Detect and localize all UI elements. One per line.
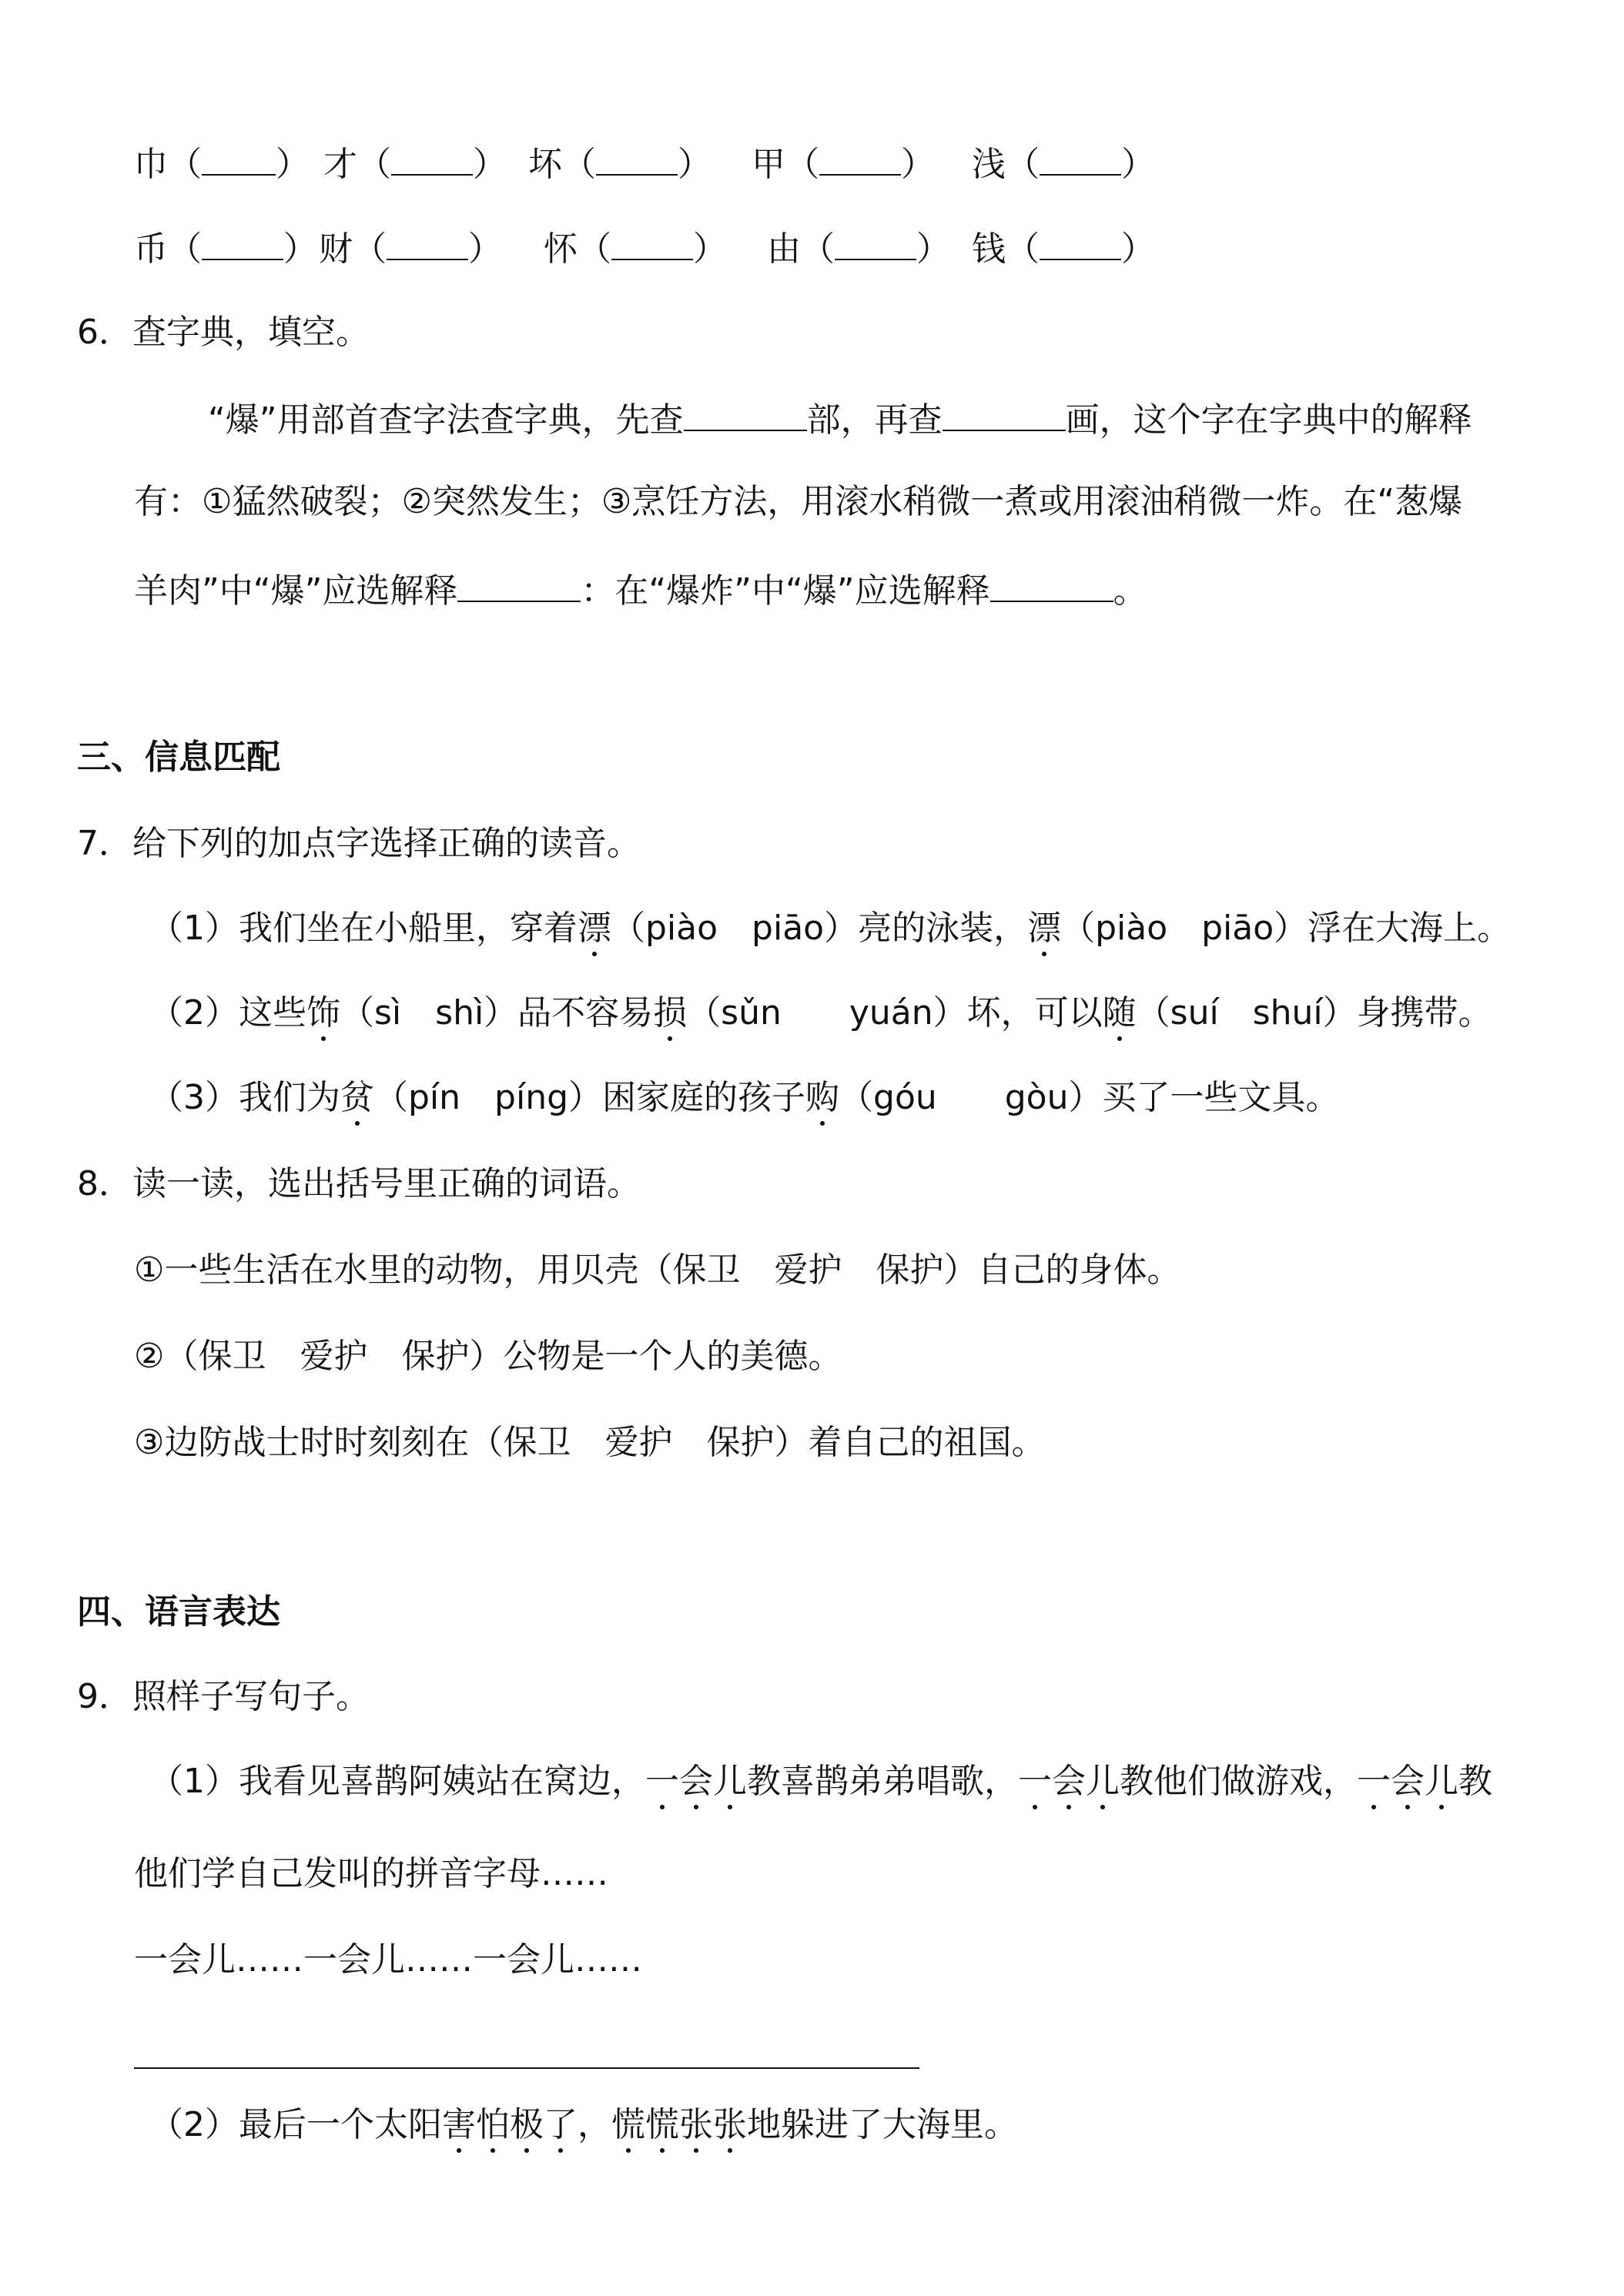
dotted-char: 会 (1391, 1762, 1425, 1801)
fill-blank[interactable] (596, 145, 678, 176)
fill-blank[interactable] (387, 229, 468, 260)
dotted-char: 害 (442, 2105, 476, 2144)
section-heading-4: 四、语言表达 (77, 1592, 280, 1632)
q9-sentence-1: （1）我看见喜鹊阿姨站在窝边，一会儿教喜鹊弟弟唱歌，一会儿教他们做游戏，一会儿教 (149, 1762, 1492, 1801)
q7-title: 7．给下列的加点字选择正确的读音。 (77, 824, 641, 863)
row1-item-3: 坏（ ） (528, 145, 712, 184)
q7-sentence-2: （2）这些饰（sì shì）品不容易损（sǔn yuán）坏，可以随（suí shuí）身携带。 (149, 993, 1492, 1033)
q7-sentence-1: （1）我们坐在小船里，穿着漂（piào piāo）亮的泳装，漂（piào piāo）浮在大海上。 (149, 909, 1512, 948)
row1-item-4: 甲（ ） (752, 145, 935, 184)
row1-item-1: 巾（ ） (134, 145, 310, 184)
dotted-char: 会 (1052, 1762, 1086, 1801)
fill-blank[interactable] (990, 571, 1113, 602)
dotted-char: 购 (805, 1078, 840, 1117)
dotted-phrase (611, 2105, 747, 2144)
row1-char-1: 巾 (134, 145, 168, 184)
dotted-char: 一 (645, 1762, 679, 1801)
dotted-char: 贫 (340, 1078, 374, 1117)
dotted-char: 一 (1018, 1762, 1052, 1801)
row2-char-5: 钱 (972, 229, 1006, 269)
row2-item-3: 怀（ ） (544, 229, 727, 269)
row1-item-5: 浅（ ） (972, 145, 1155, 184)
dotted-char: 损 (653, 993, 688, 1033)
row2-item-4: 由（ ） (767, 229, 950, 269)
row2-item-5: 钱（ ） (972, 229, 1155, 269)
fill-blank[interactable] (943, 400, 1066, 431)
row1-char-4: 甲 (752, 145, 785, 184)
q8-line-2: ②（保卫 爱护 保护）公物是一个人的美德。 (134, 1337, 842, 1376)
row2-char-2: 财 (319, 229, 353, 269)
dotted-char: 了 (544, 2105, 578, 2144)
q6-paragraph-line-3: 羊肉”中“爆”应选解释 ：在“爆炸”中“爆”应选解释 。 (134, 571, 1147, 611)
q8-line-1: ①一些生活在水里的动物，用贝壳（保卫 爱护 保护）自己的身体。 (134, 1250, 1181, 1290)
fill-blank[interactable] (611, 229, 693, 260)
dotted-char: 张 (679, 2105, 713, 2144)
row2-item-2: 财（ ） (319, 229, 502, 269)
q8-line-3: ③边防战士时时刻刻在（保卫 爱护 保护）着自己的祖国。 (134, 1423, 1046, 1462)
dotted-char: 儿 (1425, 1762, 1458, 1801)
row2-char-1: 币 (134, 229, 168, 269)
q9-sentence-2: （2）最后一个太阳害怕极了，慌慌张张地躲进了大海里。 (149, 2105, 1018, 2144)
q7-sentence-3: （3）我们为贫（pín píng）困家庭的孩子购（góu gòu）买了一些文具。 (149, 1078, 1340, 1117)
dotted-char: 漂 (578, 909, 611, 948)
q8-title: 8．读一读，选出括号里正确的词语。 (77, 1164, 641, 1203)
dotted-char: 慌 (645, 2105, 679, 2144)
dotted-phrase (442, 2105, 578, 2144)
dotted-phrase (1357, 1762, 1458, 1801)
fill-blank[interactable] (457, 571, 581, 602)
q6-paragraph-line-1: “爆”用部首查字法查字典，先查 部，再查 画，这个字在字典中的解释 (208, 400, 1472, 440)
fill-blank[interactable] (202, 229, 283, 260)
answer-line[interactable] (134, 2067, 919, 2069)
dotted-char: 随 (1102, 993, 1137, 1033)
fill-blank[interactable] (819, 145, 901, 176)
dotted-char: 慌 (611, 2105, 645, 2144)
dotted-char: 极 (510, 2105, 544, 2144)
fill-blank[interactable] (684, 400, 807, 431)
row1-char-3: 坏 (528, 145, 562, 184)
dotted-char: 怕 (476, 2105, 510, 2144)
q9-title: 9．照样子写句子。 (77, 1677, 370, 1716)
dotted-phrase (1018, 1762, 1120, 1801)
q9-sentence-1-continued: 他们学自己发叫的拼音字母…… (134, 1854, 608, 1893)
fill-blank[interactable] (391, 145, 473, 176)
fill-blank[interactable] (202, 145, 276, 176)
dotted-char: 张 (713, 2105, 747, 2144)
row2-item-1: 币（ ） (134, 229, 317, 269)
q9-pattern: 一会儿……一会儿……一会儿…… (134, 1940, 642, 1980)
dotted-char: 儿 (713, 1762, 747, 1801)
row1-char-2: 才 (323, 145, 357, 184)
dotted-char: 一 (1357, 1762, 1391, 1801)
row1-char-5: 浅 (972, 145, 1006, 184)
fill-blank[interactable] (835, 229, 916, 260)
fill-blank[interactable] (1040, 145, 1121, 176)
q6-title: 6．查字典，填空。 (77, 313, 370, 352)
fill-blank[interactable] (1040, 229, 1121, 260)
row2-char-3: 怀 (544, 229, 578, 269)
dotted-char: 会 (679, 1762, 713, 1801)
dotted-char: 儿 (1086, 1762, 1120, 1801)
row2-char-4: 由 (767, 229, 801, 269)
dotted-char: 饰 (306, 993, 340, 1033)
row1-item-2: 才（ ） (323, 145, 507, 184)
dotted-char: 漂 (1027, 909, 1062, 948)
q6-paragraph-line-2: 有：①猛然破裂；②突然发生；③烹饪方法，用滚水稍微一煮或用滚油稍微一炸。在“葱爆 (134, 482, 1463, 521)
dotted-phrase (645, 1762, 747, 1801)
section-heading-3: 三、信息匹配 (77, 738, 280, 777)
